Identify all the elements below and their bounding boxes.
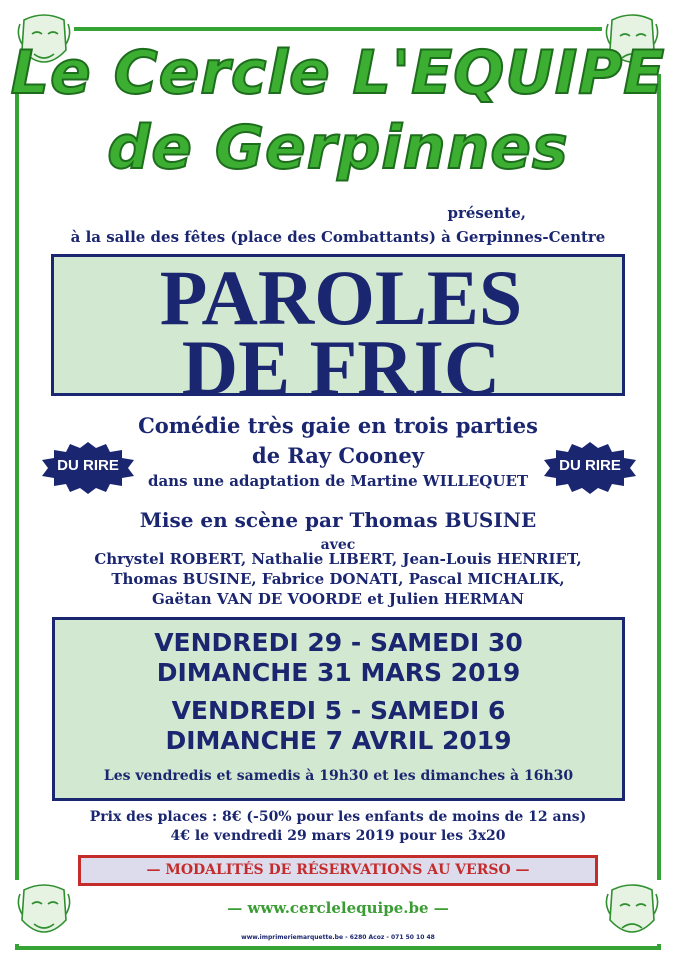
april-dates [55, 696, 622, 756]
dates-line: DIMANCHE 31 MARS 2019 [156, 658, 521, 687]
play-title-line2: DE FRIC [181, 324, 501, 411]
website-link[interactable]: — www.cerclelequipe.be — [227, 899, 449, 917]
author: de Ray Cooney [252, 443, 424, 468]
cast-list [0, 549, 676, 609]
price-line: 4€ le vendredi 29 mars 2019 pour les 3x20 [170, 828, 506, 844]
price-line: Prix des places : 8€ (-50% pour les enfants de moins de 12 ans) [89, 809, 587, 825]
starburst-badge-right [542, 440, 638, 496]
march-dates [55, 628, 622, 688]
badge-text: DU RIRE [559, 457, 621, 474]
play-title [54, 254, 628, 411]
cast-line: Chrystel ROBERT, Nathalie LIBERT, Jean-Louis HENRIET, [94, 550, 582, 568]
showtimes: Les vendredis et samedis à 19h30 et les dimanches à 16h30 [103, 768, 574, 784]
direction: Mise en scène par Thomas BUSINE [139, 508, 537, 532]
cast-line: Gaëtan VAN DE VOORDE et Julien HERMAN [152, 590, 524, 608]
header-line2: de Gerpinnes [107, 113, 569, 183]
printer-footer: www.imprimeriemarquette.be - 6280 Acoz - 071 50 10 48 [241, 934, 435, 941]
adaptation: dans une adaptation de Martine WILLEQUET [147, 472, 529, 490]
starburst-badge-left [40, 440, 136, 496]
dates-panel [52, 617, 625, 801]
with-label: avec [320, 537, 356, 553]
dates-line: DIMANCHE 7 AVRIL 2019 [165, 726, 512, 755]
dates-line: VENDREDI 29 - SAMEDI 30 [154, 628, 523, 657]
venue-text: à la salle des fêtes (place des Combattants) à Gerpinnes-Centre [70, 228, 606, 246]
prices [0, 808, 676, 846]
presents-text: présente, [447, 204, 526, 222]
reservation-banner: — MODALITÉS DE RÉSERVATIONS AU VERSO — [78, 855, 598, 886]
dates-line: VENDREDI 5 - SAMEDI 6 [171, 696, 506, 725]
cast-line: Thomas BUSINE, Fabrice DONATI, Pascal MICHALIK, [111, 570, 565, 588]
play-title-panel [51, 254, 625, 411]
description: Comédie très gaie en trois parties [138, 413, 538, 438]
badge-text: DU RIRE [57, 457, 119, 474]
play-title-line1: PAROLES [159, 254, 523, 341]
header-line1: Le Cercle L'EQUIPE [10, 38, 666, 108]
